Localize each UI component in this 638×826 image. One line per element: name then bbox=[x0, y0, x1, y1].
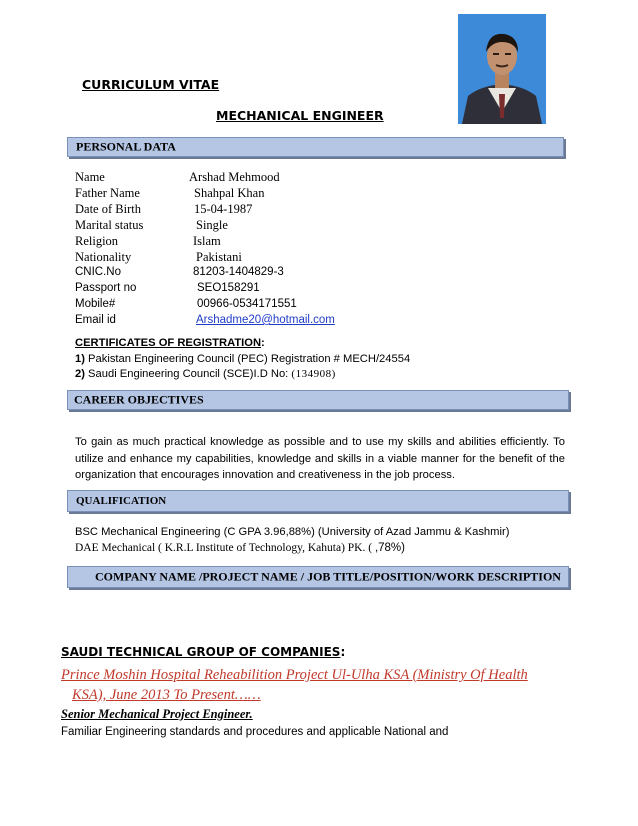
certificate-number: 2) bbox=[75, 368, 85, 380]
profile-photo bbox=[458, 14, 546, 124]
certificate-text: Pakistan Engineering Council (PEC) Registration # MECH/24554 bbox=[84, 353, 411, 365]
qualification-line-2-grade: ,78%) bbox=[374, 542, 405, 554]
field-value: SEO158291 bbox=[197, 282, 260, 294]
email-link[interactable]: Arshadme20@hotmail.com bbox=[196, 314, 335, 326]
person-photo-icon bbox=[458, 14, 546, 124]
field-value: Single bbox=[196, 218, 228, 232]
field-value: 15-04-1987 bbox=[194, 202, 253, 216]
section-bar-personal bbox=[67, 137, 564, 157]
certificate-id: (134908) bbox=[291, 368, 336, 380]
certificate-number: 1) bbox=[75, 353, 85, 365]
field-label: Marital status bbox=[75, 218, 144, 232]
company-name-text: SAUDI TECHNICAL GROUP OF COMPANIES bbox=[61, 645, 341, 659]
field-label: Name bbox=[75, 170, 105, 184]
field-label: Nationality bbox=[75, 250, 132, 264]
qualification-line-2-main: DAE Mechanical ( K.R.L Institute of Technology, Kahuta) PK. ( bbox=[75, 542, 375, 554]
section-title-qualification: QUALIFICATION bbox=[76, 495, 167, 507]
field-value: Arshad Mehmood bbox=[189, 170, 280, 184]
section-title-career: CAREER OBJECTIVES bbox=[74, 392, 204, 407]
field-label: Passport no bbox=[75, 282, 137, 294]
company-name-colon: : bbox=[340, 645, 346, 659]
field-label: CNIC.No bbox=[75, 266, 122, 278]
field-value: Pakistani bbox=[196, 250, 242, 264]
section-bar-qualification bbox=[67, 490, 569, 512]
section-bar-career bbox=[67, 390, 569, 410]
qualification-line-1: BSC Mechanical Engineering (C GPA 3.96,88%) (University of Azad Jammu & Kashmir) bbox=[75, 526, 510, 538]
project-title-line-2: KSA), June 2013 To Present…… bbox=[72, 687, 261, 703]
certificates-heading-colon: : bbox=[261, 337, 265, 349]
role-title: MECHANICAL ENGINEER bbox=[216, 108, 384, 123]
project-title-line-1: Prince Moshin Hospital Reheabilition Project Ul-Ulha KSA (Ministry Of Health bbox=[61, 667, 528, 683]
certificate-item-1 bbox=[75, 353, 410, 365]
certificate-item-2 bbox=[75, 368, 336, 380]
field-value: Shahpal Khan bbox=[194, 186, 265, 200]
field-label: Religion bbox=[75, 234, 119, 248]
section-title-company: COMPANY NAME /PROJECT NAME / JOB TITLE/POSITION/WORK DESCRIPTION bbox=[95, 569, 561, 584]
work-description: Familiar Engineering standards and procedures and applicable National and bbox=[61, 726, 449, 738]
career-objective-text: To gain as much practical knowledge as possible and to use my skills and abilities efficiently. To utilize and enhance my capabilities, knowledge and skills in a viable manner for the benefit of the organization that encourages innovation and creativeness in the job process. bbox=[75, 436, 565, 481]
field-value: Islam bbox=[193, 234, 221, 248]
field-label: Email id bbox=[75, 314, 116, 326]
field-label: Date of Birth bbox=[75, 202, 141, 216]
field-label: Mobile# bbox=[75, 298, 116, 310]
qualification-line-2 bbox=[75, 542, 405, 554]
certificate-text: Saudi Engineering Council (SCE)I.D No: bbox=[84, 368, 292, 380]
certificates-heading-text: CERTIFICATES OF REGISTRATION bbox=[75, 337, 262, 349]
position-title: Senior Mechanical Project Engineer. bbox=[61, 707, 253, 721]
cv-title: CURRICULUM VITAE bbox=[82, 77, 220, 92]
section-title-personal: PERSONAL DATA bbox=[76, 139, 176, 154]
field-value: 00966-0534171551 bbox=[197, 298, 297, 310]
field-label: Father Name bbox=[75, 186, 140, 200]
section-bar-company bbox=[67, 566, 569, 588]
field-value: 81203-1404829-3 bbox=[193, 266, 284, 278]
company-name bbox=[61, 645, 345, 659]
certificates-heading bbox=[75, 337, 265, 349]
